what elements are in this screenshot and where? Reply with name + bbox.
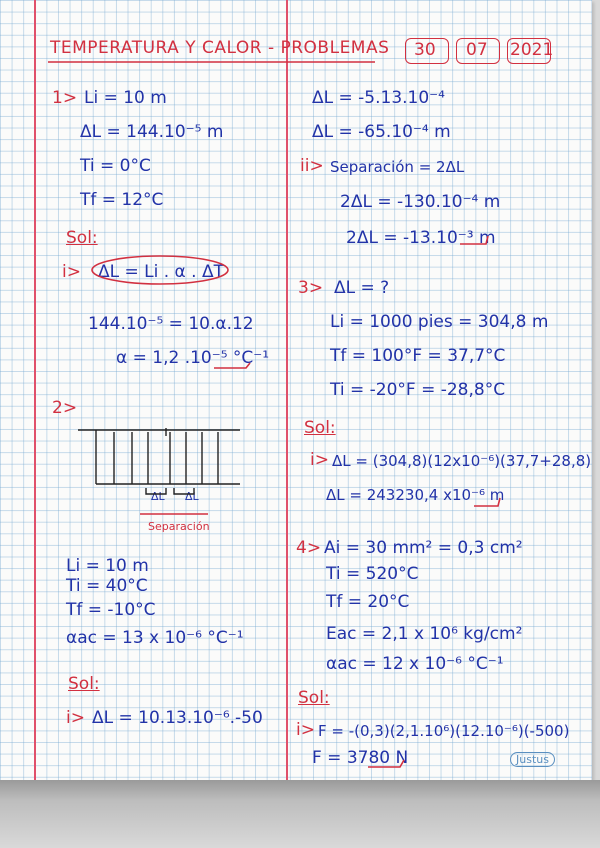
p1-substitution: 144.10⁻⁵ = 10.α.12 [88, 314, 254, 334]
p2-step-ii-label: ii> [300, 156, 324, 176]
result-arrow-1 [214, 363, 250, 368]
p4-given-ti: Ti = 520°C [326, 564, 419, 584]
p4-step-i-label: i> [296, 720, 315, 740]
p2-given-alpha: αac = 13 x 10⁻⁶ °C⁻¹ [66, 628, 244, 648]
p1-given-dl: ΔL = 144.10⁻⁵ m [80, 122, 224, 142]
result-arrow-4 [368, 760, 404, 767]
p3-given-ti: Ti = -20°F = -28,8°C [330, 380, 506, 400]
p3-given-li: Li = 1000 pies = 304,8 m [330, 312, 549, 332]
problem-2-label: 2> [52, 398, 78, 418]
p2-dl-label-1: ΔL [151, 490, 165, 503]
result-arrow-2 [460, 236, 488, 244]
page-title: TEMPERATURA Y CALOR - PROBLEMAS [50, 38, 390, 58]
p1-given-tf: Tf = 12°C [80, 190, 164, 210]
p1-sol-label: Sol: [66, 228, 98, 248]
p2-dl-label-2: ΔL [185, 490, 199, 503]
p3-equation: ΔL = (304,8)(12x10⁻⁶)(37,7+28,8) [332, 452, 592, 470]
formula-circle [92, 256, 228, 284]
p2-given-tf: Tf = -10°C [66, 600, 156, 620]
p4-given-area: Ai = 30 mm² = 0,3 cm² [324, 538, 523, 558]
date-day: 30 [414, 40, 436, 60]
p4-sol-label: Sol: [298, 688, 330, 708]
date-month: 07 [466, 40, 488, 60]
p1-formula: ΔL = Li . α . ΔT [98, 262, 224, 282]
p2-result-1: ΔL = -5.13.10⁻⁴ [312, 88, 445, 108]
p4-given-alpha: αac = 12 x 10⁻⁶ °C⁻¹ [326, 654, 504, 674]
p1-alpha-result: α = 1,2 .10⁻⁵ °C⁻¹ [116, 348, 270, 368]
p2-separation-eq: Separación = 2ΔL [330, 158, 465, 176]
p2-result-4: 2ΔL = -13.10⁻³ m [346, 228, 496, 248]
p2-result-2: ΔL = -65.10⁻⁴ m [312, 122, 451, 142]
p1-given-li: Li = 10 m [84, 88, 167, 108]
p3-question: ΔL = ? [334, 278, 390, 298]
p2-step-eq: ΔL = 10.13.10⁻⁶.-50 [92, 708, 263, 728]
problem-3-label: 3> [298, 278, 324, 298]
p3-result: ΔL = 243230,4 x10⁻⁶ m [326, 486, 505, 504]
brand-logo: Justus [510, 752, 555, 767]
problem-1-label: 1> [52, 88, 78, 108]
problem-4-label: 4> [296, 538, 322, 558]
p3-given-tf: Tf = 100°F = 37,7°C [330, 346, 506, 366]
p3-sol-label: Sol: [304, 418, 336, 438]
p2-sol-label: Sol: [68, 674, 100, 694]
p2-separation-label: Separación [148, 520, 210, 533]
p2-step-i-label: i> [66, 708, 85, 728]
p4-given-tf: Tf = 20°C [326, 592, 410, 612]
p4-equation: F = -(0,3)(2,1.10⁶)(12.10⁻⁶)(-500) [318, 722, 570, 740]
p1-given-ti: Ti = 0°C [80, 156, 151, 176]
p3-step-i-label: i> [310, 450, 329, 470]
p2-given-li: Li = 10 m [66, 556, 149, 576]
scan-background [0, 780, 600, 848]
result-arrow-3 [474, 498, 500, 506]
p2-result-3: 2ΔL = -130.10⁻⁴ m [340, 192, 501, 212]
p4-given-e: Eac = 2,1 x 10⁶ kg/cm² [326, 624, 523, 644]
rails-diagram [78, 428, 240, 494]
date-year: 2021 [510, 40, 554, 60]
p1-step-i-label: i> [62, 262, 81, 282]
p4-result: F = 3780 N [312, 748, 409, 768]
p2-given-ti: Ti = 40°C [66, 576, 148, 596]
